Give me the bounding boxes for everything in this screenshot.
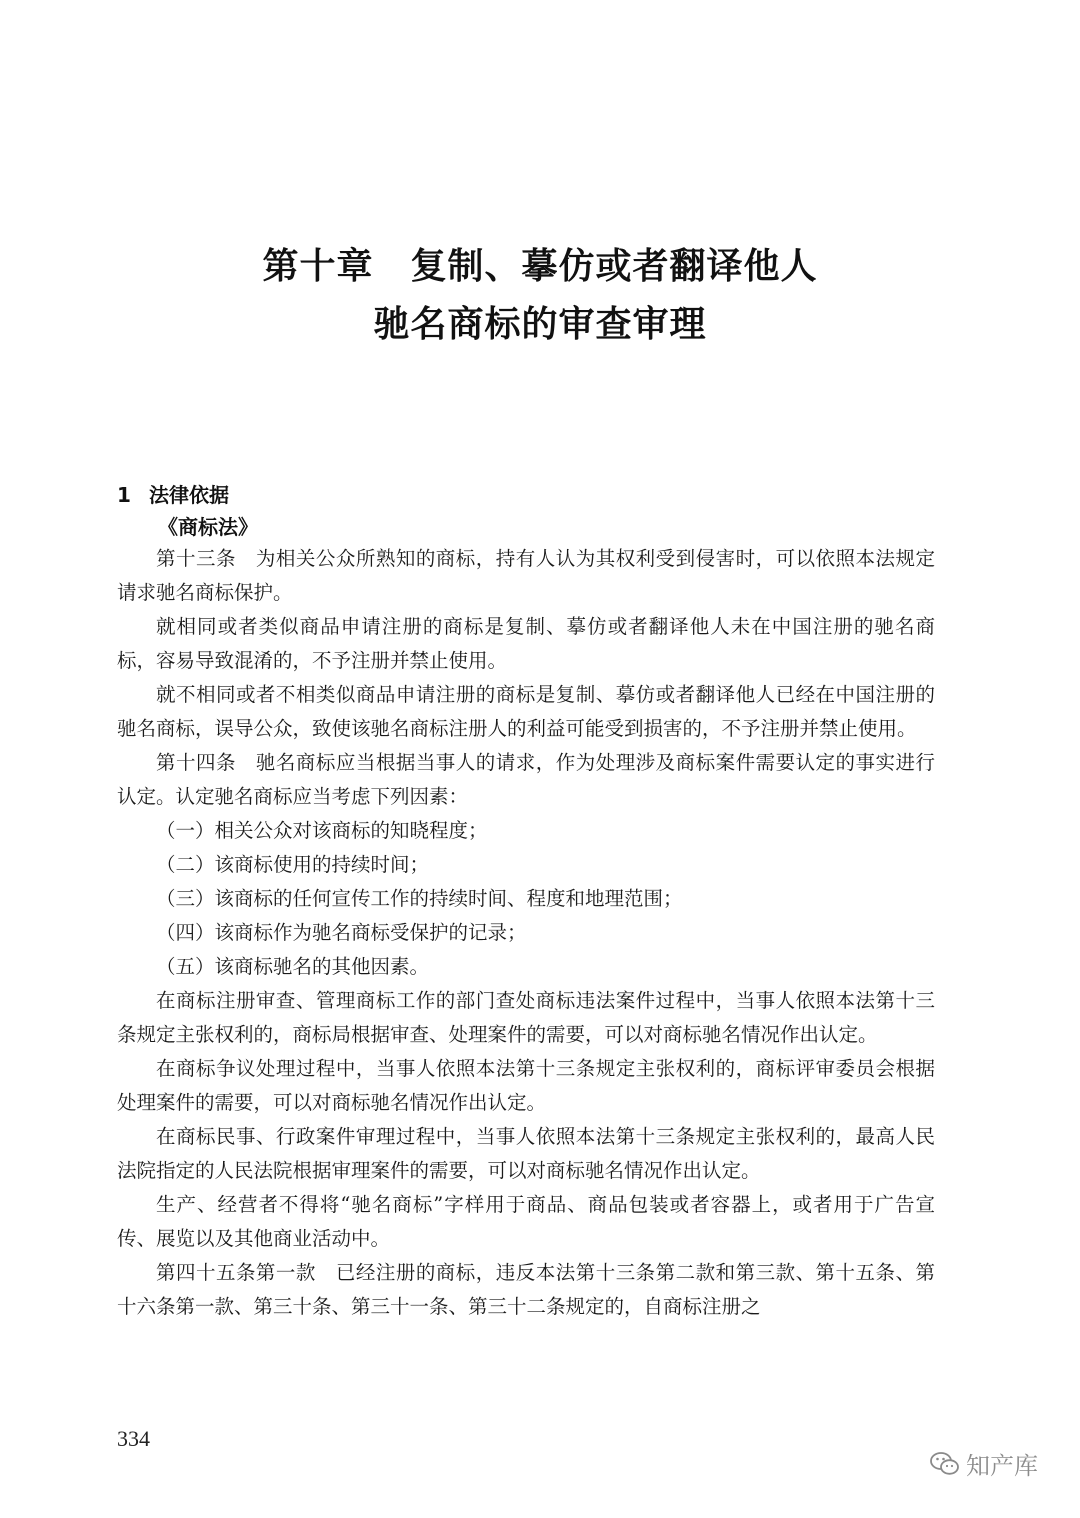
watermark-text: 知产库	[966, 1452, 1038, 1480]
paragraph: 就不相同或者不相类似商品申请注册的商标是复制、摹仿或者翻译他人已经在中国注册的驰名商标，误导公众，致使该驰名商标注册人的利益可能受到损害的，不予注册并禁止使用。	[117, 683, 935, 740]
chapter-title-line-2: 驰名商标的审查审理	[373, 304, 707, 345]
law-name: 《商标法》	[158, 515, 258, 539]
chapter-title	[0, 238, 1080, 354]
list-item: （五）该商标驰名的其他因素。	[156, 955, 430, 978]
paragraph: 在商标争议处理过程中，当事人依照本法第十三条规定主张权利的，商标评审委员会根据处理案件的需要，可以对商标驰名情况作出认定。	[117, 1057, 935, 1114]
section-title: 法律依据	[149, 483, 229, 507]
page-number: 334	[117, 1426, 150, 1451]
paragraph: 生产、经营者不得将“驰名商标”字样用于商品、商品包装或者容器上，或者用于广告宣传、展览以及其他商业活动中。	[117, 1193, 935, 1250]
list-item: （二）该商标使用的持续时间；	[156, 853, 430, 876]
section-heading	[117, 482, 229, 508]
list-item: （三）该商标的任何宣传工作的持续时间、程度和地理范围；	[156, 887, 683, 910]
paragraph: 在商标民事、行政案件审理过程中，当事人依照本法第十三条规定主张权利的，最高人民法院指定的人民法院根据审理案件的需要，可以对商标驰名情况作出认定。	[117, 1125, 935, 1182]
list-item: （四）该商标作为驰名商标受保护的记录；	[156, 921, 527, 944]
section-number: 1	[117, 483, 131, 507]
paragraph: 第四十五条第一款 已经注册的商标，违反本法第十三条第二款和第三款、第十五条、第十六条第一款、第三十条、第三十一条、第三十二条规定的，自商标注册之	[117, 1261, 935, 1318]
paragraph: 在商标注册审查、管理商标工作的部门查处商标违法案件过程中，当事人依照本法第十三条规定主张权利的，商标局根据审查、处理案件的需要，可以对商标驰名情况作出认定。	[117, 989, 935, 1046]
paragraph: 就相同或者类似商品申请注册的商标是复制、摹仿或者翻译他人未在中国注册的驰名商标，容易导致混淆的，不予注册并禁止使用。	[117, 615, 935, 672]
body-text	[117, 542, 935, 1324]
list-item: （一）相关公众对该商标的知晓程度；	[156, 819, 488, 842]
wechat-icon	[930, 1451, 960, 1477]
chapter-title-line-1: 第十章 复制、摹仿或者翻译他人	[262, 246, 818, 287]
paragraph: 第十四条 驰名商标应当根据当事人的请求，作为处理涉及商标案件需要认定的事实进行认定。认定驰名商标应当考虑下列因素：	[117, 751, 935, 808]
watermark	[930, 1446, 1038, 1481]
paragraph: 第十三条 为相关公众所熟知的商标，持有人认为其权利受到侵害时，可以依照本法规定请求驰名商标保护。	[117, 547, 935, 604]
